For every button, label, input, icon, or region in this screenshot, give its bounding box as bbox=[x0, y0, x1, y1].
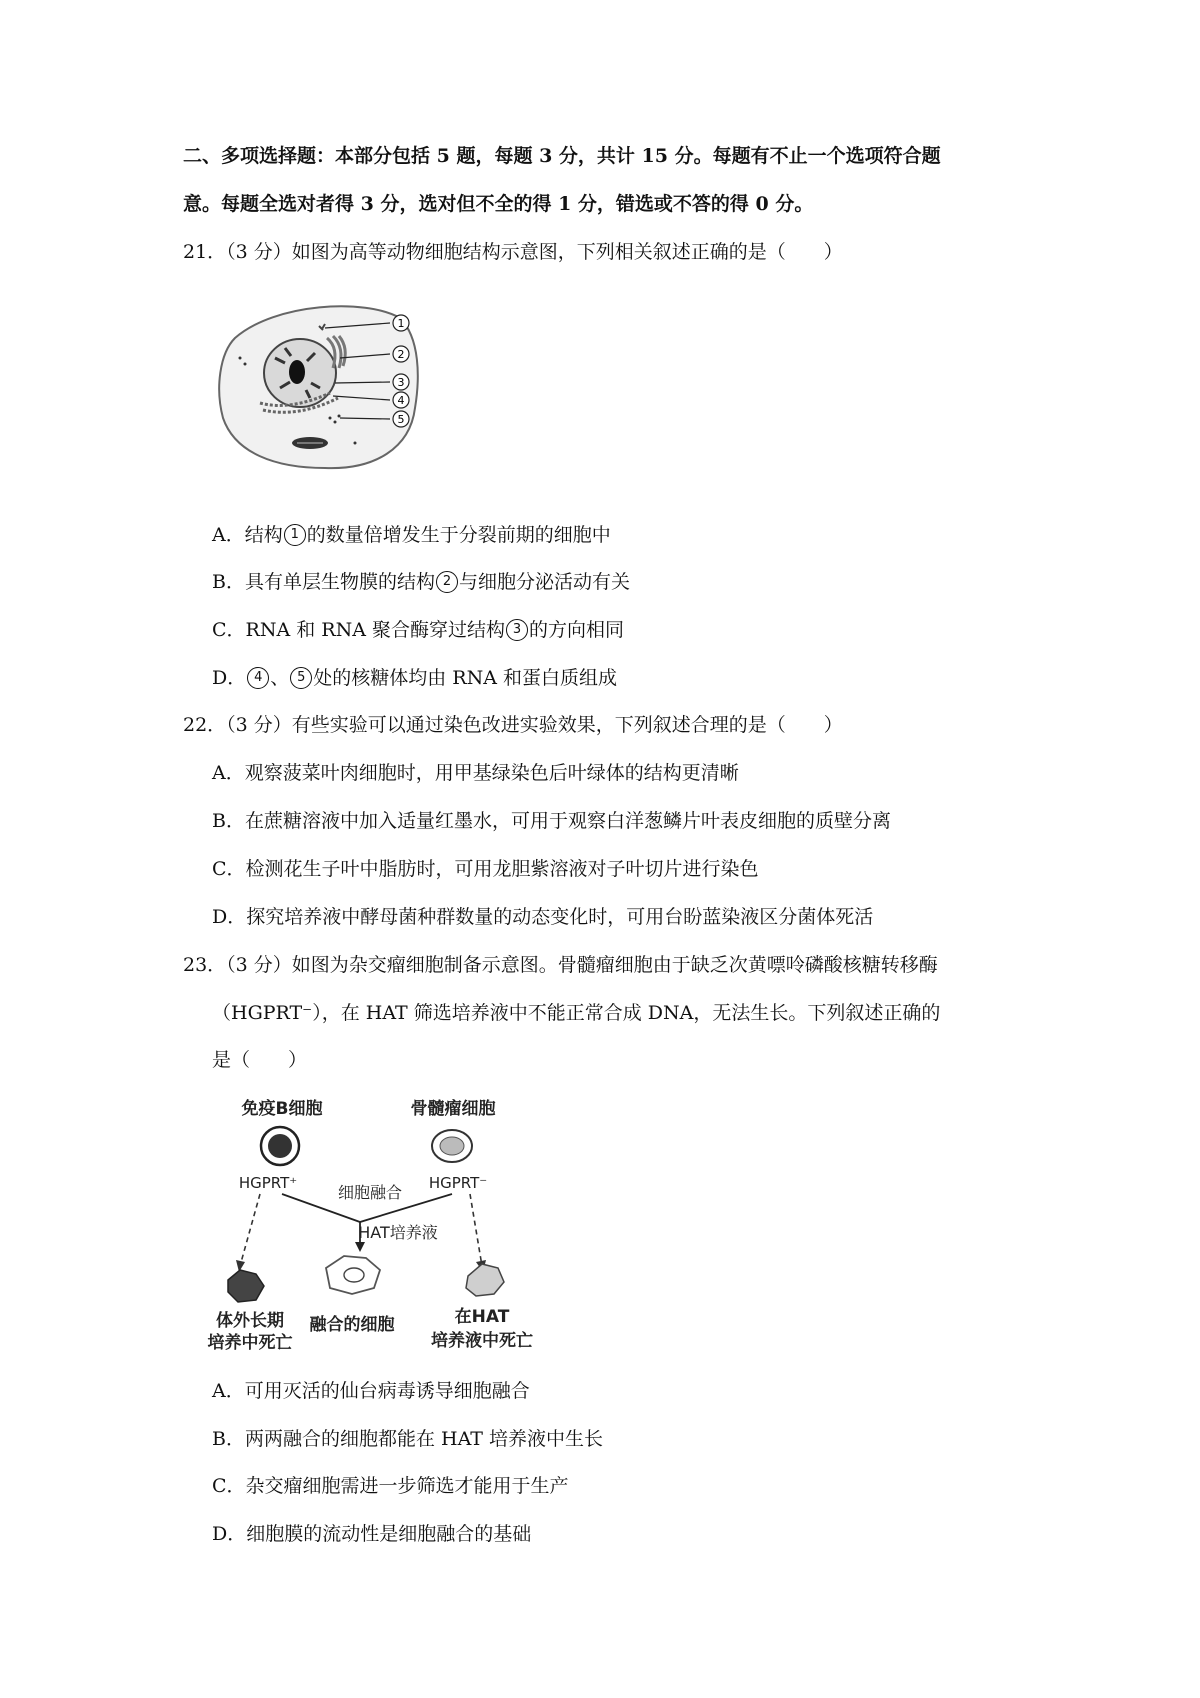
q21-stem: 21．（3 分）如图为高等动物细胞结构示意图，下列相关叙述正确的是（ ） bbox=[183, 241, 843, 263]
q21-b-text: B．具有单层生物膜的结构 bbox=[212, 571, 435, 593]
circled-number: 1 bbox=[284, 524, 306, 546]
circled-number: 4 bbox=[247, 667, 269, 689]
fig23-b-cell-label: 免疫B细胞 bbox=[241, 1099, 323, 1119]
q21-d-text: D． bbox=[212, 667, 247, 689]
q21-c-text-tail: 的方向相同 bbox=[528, 619, 624, 641]
q22-option-a: A．观察菠菜叶肉细胞时，用甲基绿染色后叶绿体的结构更清晰 bbox=[212, 762, 739, 784]
fig21-label-3: 3 bbox=[397, 376, 405, 389]
q23-option-a: A．可用灭活的仙台病毒诱导细胞融合 bbox=[212, 1380, 530, 1402]
q23-option-c: C．杂交瘤细胞需进一步筛选才能用于生产 bbox=[212, 1475, 569, 1497]
cell-structure-figure bbox=[215, 298, 465, 478]
q23-stem-line-1: 23．（3 分）如图为杂交瘤细胞制备示意图。骨髓瘤细胞由于缺乏次黄嘌呤磷酸核糖转移酶 bbox=[183, 954, 938, 976]
q22-option-b: B．在蔗糖溶液中加入适量红墨水，可用于观察白洋葱鳞片叶表皮细胞的质壁分离 bbox=[212, 810, 891, 832]
q21-b-text-tail: 与细胞分泌活动有关 bbox=[458, 571, 630, 593]
fig23-fusion-label: 细胞融合 bbox=[337, 1183, 403, 1202]
fig23-right-outcome-2: 培养液中死亡 bbox=[431, 1331, 533, 1351]
q23-stem-line-3: 是（ ） bbox=[212, 1049, 308, 1071]
q21-option-d bbox=[212, 665, 617, 691]
q23-stem-line-2: （HGPRT⁻），在 HAT 筛选培养液中不能正常合成 DNA，无法生长。下列叙述正确的 bbox=[212, 1002, 941, 1024]
section-header-line-2: 意。每题全选对者得 3 分，选对但不全的得 1 分，错选或不答的得 0 分。 bbox=[183, 193, 814, 215]
circled-number: 3 bbox=[506, 619, 528, 641]
circled-number: 5 bbox=[290, 667, 312, 689]
nucleolus bbox=[289, 360, 305, 384]
fig23-middle-outcome: 融合的细胞 bbox=[309, 1315, 395, 1335]
q21-c-text: C．RNA 和 RNA 聚合酶穿过结构 bbox=[212, 619, 505, 641]
q22-option-c: C．检测花生子叶中脂肪时，可用龙胆紫溶液对子叶切片进行染色 bbox=[212, 858, 759, 880]
q21-a-text-tail: 的数量倍增发生于分裂前期的细胞中 bbox=[306, 524, 611, 546]
fig23-left-outcome-2: 培养中死亡 bbox=[207, 1333, 293, 1353]
q22-option-d: D．探究培养液中酵母菌种群数量的动态变化时，可用台盼蓝染液区分菌体死活 bbox=[212, 906, 874, 928]
hybridoma-figure bbox=[207, 1090, 540, 1360]
fig21-label-2: 2 bbox=[397, 348, 405, 361]
q21-option-b bbox=[212, 569, 630, 595]
fig23-left-outcome-1: 体外长期 bbox=[216, 1311, 284, 1331]
q23-option-d: D．细胞膜的流动性是细胞融合的基础 bbox=[212, 1523, 532, 1545]
fig23-hat-label: HAT培养液 bbox=[358, 1223, 438, 1242]
section-header-line-1: 二、多项选择题：本部分包括 5 题，每题 3 分，共计 15 分。每题有不止一个选项符合题 bbox=[183, 145, 941, 167]
dead-b-cell bbox=[228, 1270, 264, 1302]
q21-option-a bbox=[212, 522, 611, 548]
fig21-label-1: 1 bbox=[397, 317, 405, 330]
fig23-hgprt-plus: HGPRT⁺ bbox=[238, 1174, 298, 1192]
dead-myeloma-cell bbox=[466, 1264, 504, 1296]
q21-a-text: A．结构 bbox=[212, 524, 283, 546]
q21-option-c bbox=[212, 617, 624, 643]
q22-stem: 22．（3 分）有些实验可以通过染色改进实验效果，下列叙述合理的是（ ） bbox=[183, 714, 843, 736]
q23-option-b: B．两两融合的细胞都能在 HAT 培养液中生长 bbox=[212, 1428, 603, 1450]
fig23-right-outcome-1: 在HAT bbox=[454, 1307, 510, 1327]
fig23-myeloma-label: 骨髓瘤细胞 bbox=[410, 1099, 496, 1119]
q21-d-text-tail: 处的核糖体均由 RNA 和蛋白质组成 bbox=[313, 667, 617, 689]
fig21-label-5: 5 bbox=[397, 413, 405, 426]
fig21-label-4: 4 bbox=[397, 394, 405, 407]
fig23-hgprt-minus: HGPRT⁻ bbox=[428, 1174, 488, 1192]
circled-number: 2 bbox=[436, 571, 458, 593]
q21-d-sep: 、 bbox=[270, 667, 290, 689]
